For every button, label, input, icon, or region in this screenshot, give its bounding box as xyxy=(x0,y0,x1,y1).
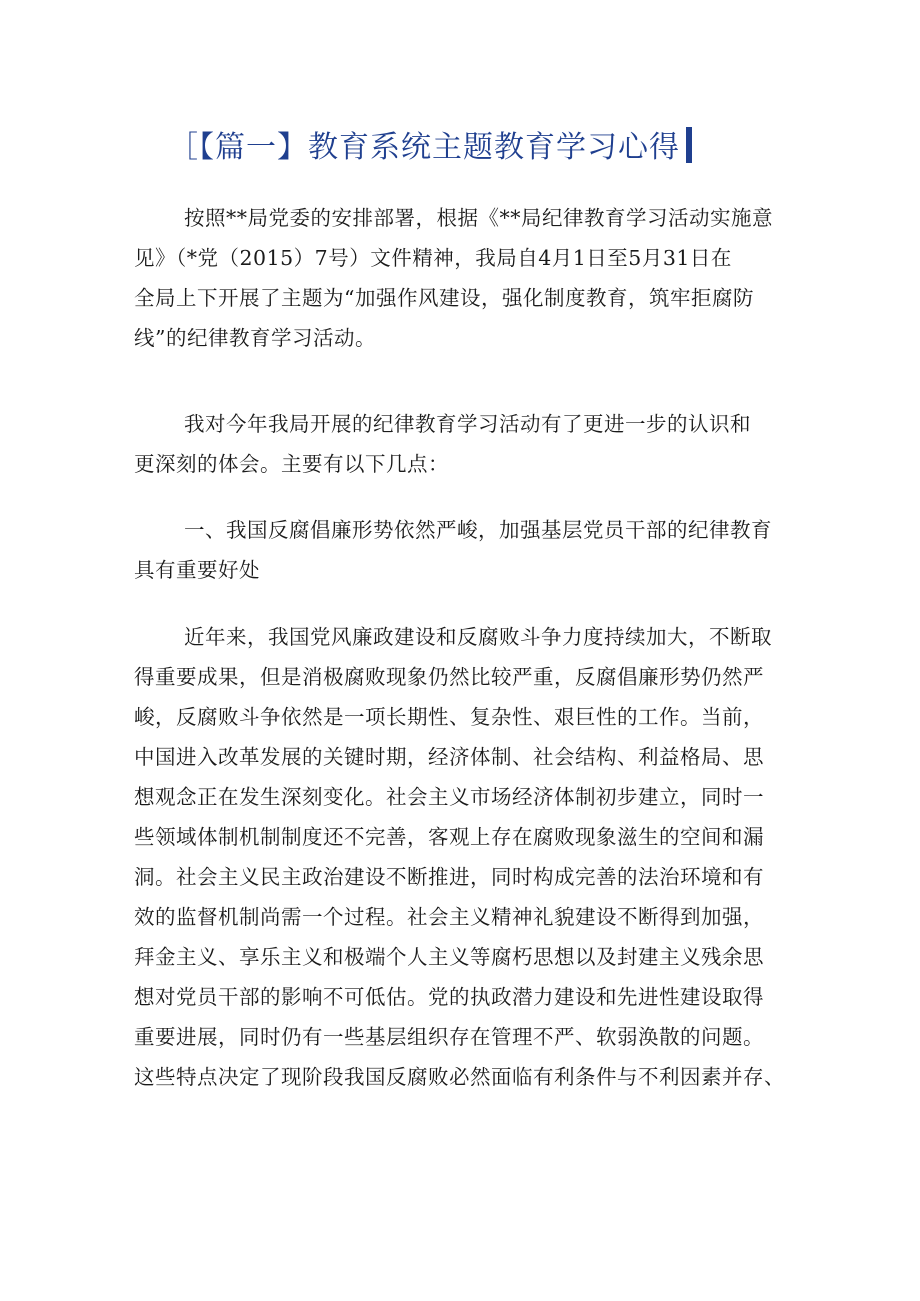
paragraph-line: 近年来，我国党风廉政建设和反腐败斗争力度持续加大，不断取 xyxy=(184,625,772,649)
paragraph-line: 想对党员干部的影响不可低估。党的执政潜力建设和先进性建设取得 xyxy=(134,985,764,1009)
title-text: ［【篇一】教育系统主题教育学习心得 xyxy=(168,130,680,165)
heading-line: 一、我国反腐倡廉形势依然严峻，加强基层党员干部的纪律教育 xyxy=(184,518,772,542)
paragraph-line: 洞。社会主义民主政治建设不断推进，同时构成完善的法治环境和有 xyxy=(134,865,764,889)
paragraph-line: 拜金主义、享乐主义和极端个人主义等腐朽思想以及封建主义残余思 xyxy=(134,945,764,969)
paragraph-line: 线”的纪律教育学习活动。 xyxy=(134,326,376,350)
paragraph-line: 按照**局党委的安排部署，根据《**局纪律教育学习活动实施意 xyxy=(184,206,773,230)
cursor-mark-icon xyxy=(686,127,692,163)
paragraph-line: 更深刻的体会。主要有以下几点： xyxy=(134,452,449,476)
paragraph-line: 效的监督机制尚需一个过程。社会主义精神礼貌建设不断得到加强， xyxy=(134,905,764,929)
paragraph-1 xyxy=(134,198,794,358)
paragraph-3 xyxy=(134,617,794,1177)
paragraph-line xyxy=(134,1097,794,1137)
paragraph-line: 想观念正在发生深刻变化。社会主义市场经济体制初步建立，同时一 xyxy=(134,785,764,809)
paragraph-line xyxy=(134,1137,794,1177)
paragraph-line: 中国进入改革发展的关键时期，经济体制、社会结构、利益格局、思 xyxy=(134,745,764,769)
paragraph-line: 重要进展，同时仍有一些基层组织存在管理不严、软弱涣散的问题。 xyxy=(134,1025,764,1049)
paragraph-line: 峻，反腐败斗争依然是一项长期性、复杂性、艰巨性的工作。当前， xyxy=(134,705,764,729)
paragraph-2 xyxy=(134,404,794,484)
paragraph-line: 得重要成果，但是消极腐败现象仍然比较严重，反腐倡廉形势仍然严 xyxy=(134,665,764,689)
paragraph-line: 我对今年我局开展的纪律教育学习活动有了更进一步的认识和 xyxy=(184,412,751,436)
heading-line: 具有重要好处 xyxy=(134,558,260,582)
paragraph-line: 些领域体制机制制度还不完善，客观上存在腐败现象滋生的空间和漏 xyxy=(134,825,764,849)
document-title xyxy=(0,118,860,178)
paragraph-line: 全局上下开展了主题为“加强作风建设，强化制度教育，筑牢拒腐防 xyxy=(134,286,754,310)
paragraph-line: 这些特点决定了现阶段我国反腐败必然面临有利条件与不利因素并存、 xyxy=(134,1065,785,1089)
section-heading-1 xyxy=(134,510,794,590)
paragraph-line: 见》（*党（2015）7号）文件精神，我局自4月1日至5月31日在 xyxy=(134,246,732,270)
